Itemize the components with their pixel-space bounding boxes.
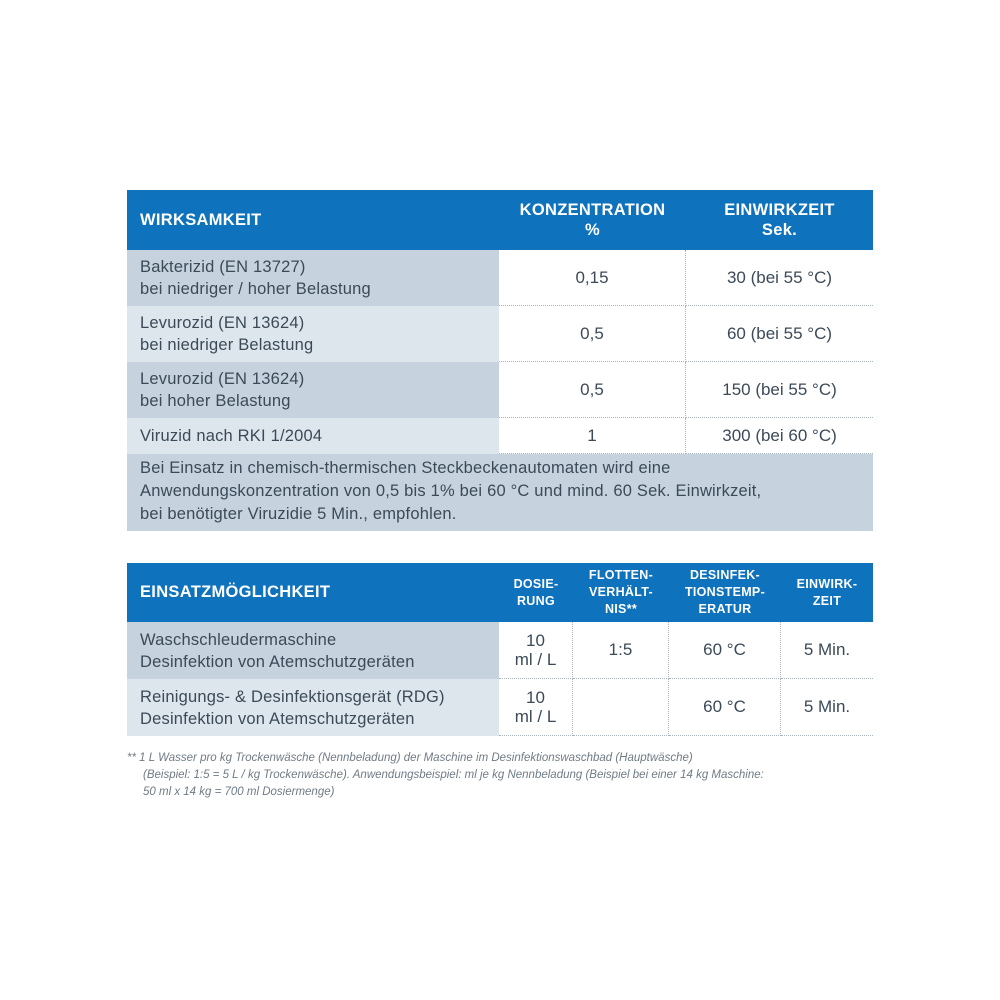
application-table (127, 563, 873, 736)
konzentration-value: 0,5 (499, 306, 686, 362)
row-label: Reinigungs- & Desinfektionsgerät (RDG) Desinfektion von Atemschutzgeräten (127, 679, 499, 736)
dosierung-value: 10 ml / L (499, 622, 573, 679)
einwirkzeit-value: 300 (bei 60 °C) (686, 418, 873, 454)
konzentration-value: 1 (499, 418, 686, 454)
row-label: Bakterizid (EN 13727) bei niedriger / hoher Belastung (127, 250, 499, 306)
temperatur-value: 60 °C (669, 679, 781, 736)
flottenverhaeltnis-value (573, 679, 669, 736)
row-label: Levurozid (EN 13624) bei niedriger Belastung (127, 306, 499, 362)
header-flottenverhaeltnis: FLOTTEN- VERHÄLT- NIS** (588, 568, 654, 616)
table-row (127, 306, 873, 362)
efficacy-table-header (127, 190, 873, 250)
konzentration-value: 0,5 (499, 362, 686, 418)
header-dosierung: DOSIE- RUNG (513, 576, 559, 608)
table-row (127, 250, 873, 306)
application-table-header (127, 563, 873, 622)
einwirkzeit-value: 5 Min. (781, 622, 873, 679)
konzentration-value: 0,15 (499, 250, 686, 306)
dosierung-value: 10 ml / L (499, 679, 573, 736)
header-temperatur: DESINFEK- TIONSTEMP- ERATUR (684, 568, 766, 616)
header-wirksamkeit: WIRKSAMKEIT (140, 211, 262, 229)
einwirkzeit-value: 60 (bei 55 °C) (686, 306, 873, 362)
header-einwirkzeit: EINWIRK- ZEIT (796, 576, 858, 608)
table-row (127, 362, 873, 418)
usage-note: Bei Einsatz in chemisch-thermischen Steckbeckenautomaten wird eine Anwendungskonzentration von 0,5 bis 1% bei 60 °C und mind. 60 Sek. Einwirkzeit, bei benötigter Viruzidie 5 Min., empfohlen. (127, 454, 873, 531)
row-label: Levurozid (EN 13624) bei hoher Belastung (127, 362, 499, 418)
table-row (127, 418, 873, 454)
einwirkzeit-value: 5 Min. (781, 679, 873, 736)
header-einwirkzeit: EINWIRKZEIT Sek. (724, 201, 835, 239)
einwirkzeit-value: 150 (bei 55 °C) (686, 362, 873, 418)
flottenverhaeltnis-value: 1:5 (573, 622, 669, 679)
table-row (127, 679, 873, 736)
efficacy-table (127, 190, 873, 531)
header-konzentration: KONZENTRATION % (519, 201, 666, 239)
table-row (127, 622, 873, 679)
header-einsatzmoeglichkeit: EINSATZMÖGLICHKEIT (140, 583, 331, 601)
footnote: ** 1 L Wasser pro kg Trockenwäsche (Nennbeladung) der Maschine im Desinfektionswaschbad (Hauptwäsche) (Beispiel: 1:5 = 5 L / kg Trockenwäsche). Anwendungsbeispiel: ml je kg Nennbeladung (Beispiel bei einer 14 kg Maschine: 50 ml x 14 kg = 700 ml Dosiermenge) (127, 752, 764, 798)
temperatur-value: 60 °C (669, 622, 781, 679)
row-label: Viruzid nach RKI 1/2004 (127, 418, 499, 454)
row-label: Waschschleudermaschine Desinfektion von Atemschutzgeräten (127, 622, 499, 679)
einwirkzeit-value: 30 (bei 55 °C) (686, 250, 873, 306)
